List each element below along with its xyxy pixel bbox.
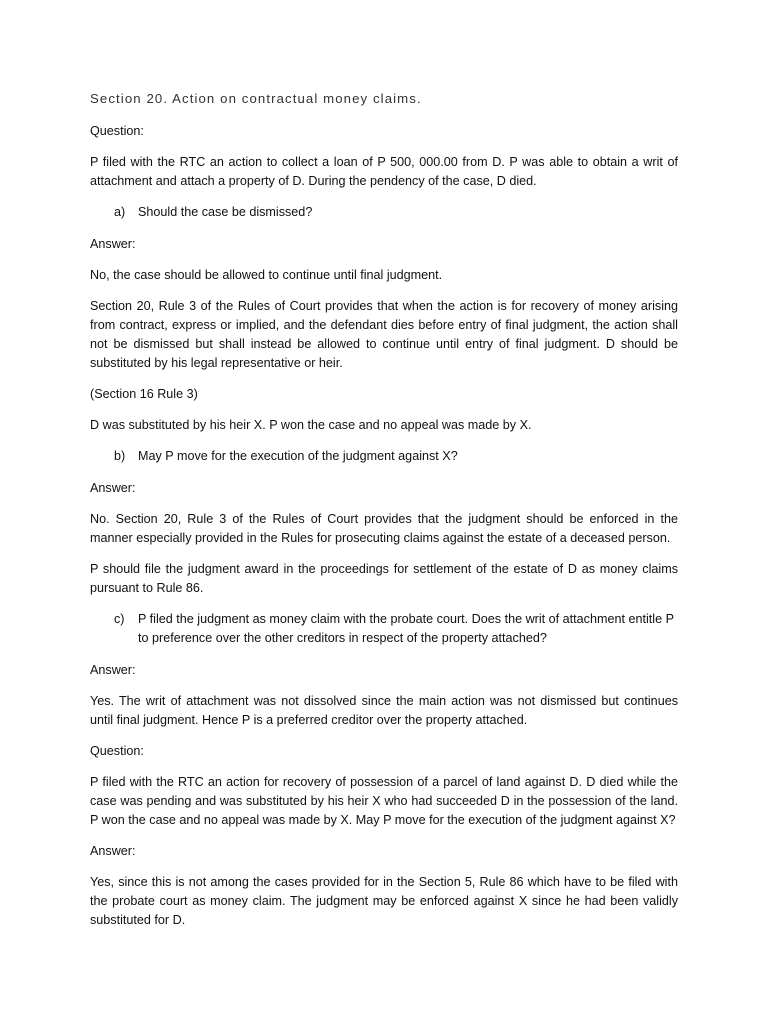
item-text: Should the case be dismissed? [138,205,313,219]
answer-paragraph: Section 20, Rule 3 of the Rules of Court provides that when the action is for recovery of money arising from contract, express or implied, and the defendant dies before entry of final judgment, the action shall not be dismissed but shall instead be allowed to continue until entry of final judgment. D should be substituted by his legal representative or heir. [90,299,678,370]
item-text: May P move for the execution of the judgment against X? [138,449,458,463]
item-marker: b) [114,449,126,463]
answer-label: Answer: [90,481,136,495]
answer-label: Answer: [90,844,136,858]
answer-paragraph: P should file the judgment award in the proceedings for settlement of the estate of D as money claims pursuant to Rule 86. [90,562,678,595]
item-marker: c) [114,612,125,626]
sub-question-c [90,610,678,648]
answer-paragraph: No. Section 20, Rule 3 of the Rules of Court provides that the judgment should be enforced in the manner especially provided in the Rules for prosecuting claims against the estate of a deceased person. [90,512,678,545]
item-text: P filed the judgment as money claim with the probate court. Does the writ of attachment entitle P to preference over the other creditors in respect of the property attached? [138,612,674,645]
answer-paragraph: No, the case should be allowed to continue until final judgment. [90,268,443,282]
item-marker: a) [114,205,126,219]
question-label: Question: [90,124,144,138]
question-text: P filed with the RTC an action to collect a loan of P 500, 000.00 from D. P was able to obtain a writ of attachment and attach a property of D. During the pendency of the case, D died. [90,155,678,188]
reference-note: (Section 16 Rule 3) [90,387,198,401]
section-title: Section 20. Action on contractual money claims. [90,91,422,106]
answer-label: Answer: [90,237,136,251]
sub-question-b [90,447,678,466]
question-label: Question: [90,744,144,758]
answer-paragraph: Yes, since this is not among the cases provided for in the Section 5, Rule 86 which have to be filed with the probate court as money claim. The judgment may be enforced against X since he had been validly substituted for D. [90,875,678,927]
question-text: P filed with the RTC an action for recovery of possession of a parcel of land against D. D died while the case was pending and was substituted by his heir X who had succeeded D in the possession of the land. P won the case and no appeal was made by X. May P move for the execution of the judgment against X? [90,775,678,827]
sub-question-a [90,203,678,222]
answer-label: Answer: [90,663,136,677]
answer-paragraph: D was substituted by his heir X. P won the case and no appeal was made by X. [90,418,532,432]
answer-paragraph: Yes. The writ of attachment was not dissolved since the main action was not dismissed but continues until final judgment. Hence P is a preferred creditor over the property attached. [90,694,678,727]
